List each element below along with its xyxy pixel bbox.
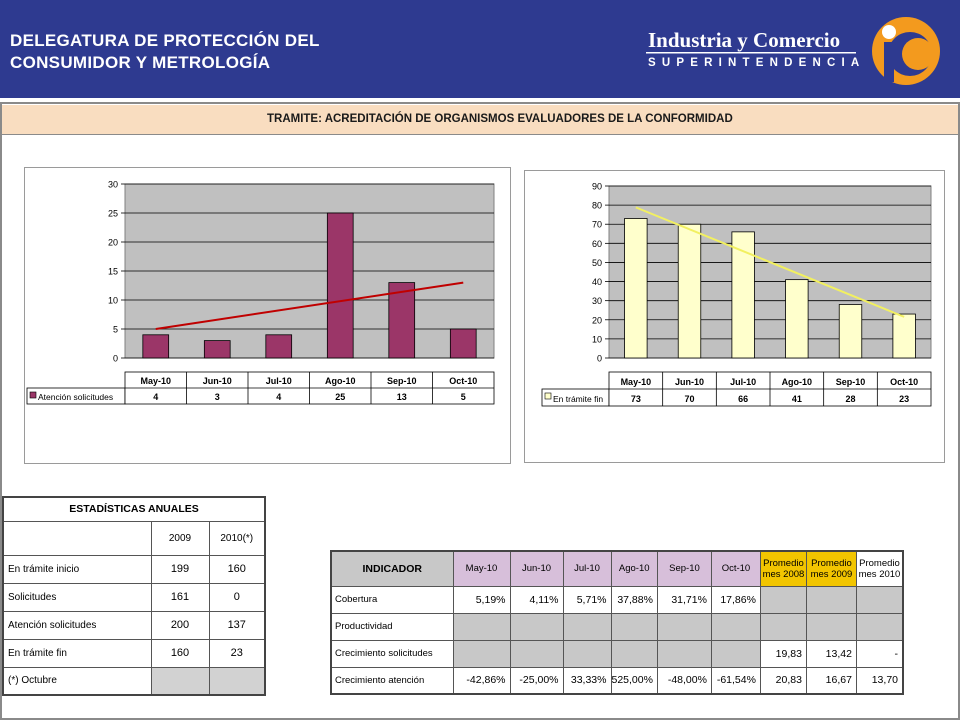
indicator-table — [330, 550, 904, 695]
bar — [678, 224, 701, 358]
indicator-month: Sep-10 — [657, 551, 711, 586]
indicator-month: Ago-10 — [611, 551, 657, 586]
legend-label: Atención solicitudes — [38, 392, 114, 402]
indicator-header: INDICADOR — [331, 551, 453, 586]
y-tick-label: 60 — [591, 238, 602, 249]
indicator-value: 5,19% — [453, 586, 510, 613]
indicator-prom-2009: Promedio mes 2009 — [806, 551, 856, 586]
annual-stats-table — [2, 496, 266, 696]
data-label: 3 — [214, 392, 220, 402]
indicator-value: 31,71% — [657, 586, 711, 613]
indicator-row-label: Crecimiento atención — [331, 667, 453, 694]
indicator-row-label: Productividad — [331, 613, 453, 640]
annual-value: 137 — [209, 611, 265, 639]
indicator-prom-value — [760, 586, 806, 613]
y-tick-label: 25 — [107, 208, 118, 219]
brand-divider — [646, 52, 856, 54]
annual-row-label: Atención solicitudes — [3, 611, 151, 639]
data-label: 28 — [845, 394, 856, 404]
annual-col-2010: 2010(*) — [209, 521, 265, 555]
x-category-label: Jun-10 — [202, 376, 232, 386]
bar — [625, 218, 648, 358]
y-tick-label: 10 — [107, 295, 118, 306]
indicator-prom-value: 16,67 — [806, 667, 856, 694]
indicator-value: -48,00% — [657, 667, 711, 694]
indicator-value: -61,54% — [711, 667, 760, 694]
annual-row-label: Solicitudes — [3, 583, 151, 611]
annual-value: 0 — [209, 583, 265, 611]
data-label: 66 — [738, 394, 749, 404]
x-category-label: Sep-10 — [386, 376, 417, 386]
indicator-prom-value — [760, 613, 806, 640]
y-tick-label: 70 — [591, 219, 602, 230]
data-label: 41 — [791, 394, 802, 404]
y-tick-label: 20 — [107, 237, 118, 248]
annual-value: 160 — [209, 555, 265, 583]
title-line-2: CONSUMIDOR Y METROLOGÍA — [10, 53, 271, 72]
indicator-value — [657, 640, 711, 667]
annual-row-label: En trámite fin — [3, 639, 151, 667]
annual-corner — [3, 521, 151, 555]
y-tick-label: 0 — [112, 353, 118, 364]
bar — [266, 335, 292, 358]
indicator-prom-2010: Promedio mes 2010 — [856, 551, 903, 586]
indicator-month: Jul-10 — [563, 551, 611, 586]
y-tick-label: 0 — [596, 353, 602, 364]
indicator-value — [563, 640, 611, 667]
plot-area — [609, 186, 931, 358]
annual-value: 200 — [151, 611, 209, 639]
indicator-value — [657, 613, 711, 640]
chart-atencion-solicitudes — [24, 167, 511, 464]
data-label: 25 — [335, 392, 346, 402]
data-label: 5 — [460, 392, 466, 402]
indicator-value — [510, 613, 563, 640]
data-label: 4 — [153, 392, 159, 402]
bar — [143, 335, 169, 358]
chart-tramite-svg — [525, 171, 946, 464]
y-tick-label: 80 — [591, 200, 602, 211]
annual-row-label: En trámite inicio — [3, 555, 151, 583]
chart-atencion-svg — [25, 168, 512, 465]
indicator-value: 5,71% — [563, 586, 611, 613]
y-tick-label: 15 — [107, 266, 118, 277]
indicator-prom-value: 19,83 — [760, 640, 806, 667]
indicator-value: -25,00% — [510, 667, 563, 694]
indicator-value — [453, 613, 510, 640]
indicator-value — [611, 613, 657, 640]
indicator-prom-value: - — [856, 640, 903, 667]
legend-swatch — [545, 393, 551, 399]
bar — [839, 304, 862, 358]
indicator-prom-value — [806, 586, 856, 613]
annual-value: 23 — [209, 639, 265, 667]
indicator-prom-value — [856, 613, 903, 640]
y-tick-label: 10 — [591, 334, 602, 345]
data-label: 4 — [276, 392, 282, 402]
brand-block — [632, 14, 870, 84]
bar — [893, 314, 916, 358]
x-category-label: Jul-10 — [265, 376, 292, 386]
annual-value: 160 — [151, 639, 209, 667]
indicator-row-label: Crecimiento solicitudes — [331, 640, 453, 667]
bar — [786, 280, 809, 358]
y-tick-label: 5 — [112, 324, 118, 335]
y-tick-label: 90 — [591, 181, 602, 192]
x-category-label: Ago-10 — [781, 377, 813, 387]
x-category-label: May-10 — [140, 376, 172, 386]
indicator-value — [711, 640, 760, 667]
indicator-row-label: Cobertura — [331, 586, 453, 613]
x-category-label: Oct-10 — [890, 377, 919, 387]
indicator-value — [510, 640, 563, 667]
indicator-prom-2008: Promedio mes 2008 — [760, 551, 806, 586]
bar — [450, 329, 476, 358]
x-category-label: Jul-10 — [730, 377, 757, 387]
annual-value: 161 — [151, 583, 209, 611]
indicator-prom-value — [806, 613, 856, 640]
header-bar — [0, 0, 960, 98]
page-title — [10, 30, 320, 74]
indicator-prom-value — [856, 586, 903, 613]
annual-footnote: (*) Octubre — [3, 667, 151, 695]
indicator-value — [611, 640, 657, 667]
bar — [204, 341, 230, 358]
indicator-value: 525,00% — [611, 667, 657, 694]
x-category-label: May-10 — [620, 377, 652, 387]
indicator-value: 4,11% — [510, 586, 563, 613]
data-label: 13 — [396, 392, 407, 402]
indicator-value: 37,88% — [611, 586, 657, 613]
data-label: 70 — [684, 394, 695, 404]
indicator-value — [453, 640, 510, 667]
indicator-value — [711, 613, 760, 640]
y-tick-label: 50 — [591, 257, 602, 268]
bar — [327, 213, 353, 358]
brand-subtitle: SUPERINTENDENCIA — [648, 57, 866, 69]
indicator-value: 33,33% — [563, 667, 611, 694]
legend-label: En trámite fin — [553, 394, 604, 404]
x-category-label: Sep-10 — [835, 377, 866, 387]
sic-logo-icon — [870, 14, 942, 88]
indicator-month: Oct-10 — [711, 551, 760, 586]
annual-empty — [209, 667, 265, 695]
brand-name: Industria y Comercio — [648, 28, 841, 52]
annual-empty — [151, 667, 209, 695]
chart-en-tramite-fin — [524, 170, 945, 463]
y-tick-label: 30 — [591, 296, 602, 307]
data-label: 23 — [899, 394, 910, 404]
y-tick-label: 20 — [591, 315, 602, 326]
title-line-1: DELEGATURA DE PROTECCIÓN DEL — [10, 31, 320, 50]
tramite-bar — [2, 105, 958, 135]
indicator-prom-value: 13,42 — [806, 640, 856, 667]
annual-value: 199 — [151, 555, 209, 583]
indicator-value — [563, 613, 611, 640]
x-category-label: Oct-10 — [449, 376, 478, 386]
y-tick-label: 30 — [107, 179, 118, 190]
indicator-month: May-10 — [453, 551, 510, 586]
annual-col-2009: 2009 — [151, 521, 209, 555]
indicator-prom-value: 20,83 — [760, 667, 806, 694]
indicator-month: Jun-10 — [510, 551, 563, 586]
indicator-prom-value: 13,70 — [856, 667, 903, 694]
tramite-label: TRAMITE: ACREDITACIÓN DE ORGANISMOS EVALUADORES DE LA CONFORMIDAD — [267, 113, 733, 125]
data-label: 73 — [630, 394, 641, 404]
y-tick-label: 40 — [591, 277, 602, 288]
annual-title: ESTADÍSTICAS ANUALES — [3, 497, 265, 521]
indicator-value: 17,86% — [711, 586, 760, 613]
x-category-label: Jun-10 — [674, 377, 705, 387]
x-category-label: Ago-10 — [324, 376, 356, 386]
indicator-value: -42,86% — [453, 667, 510, 694]
legend-swatch — [30, 392, 36, 398]
